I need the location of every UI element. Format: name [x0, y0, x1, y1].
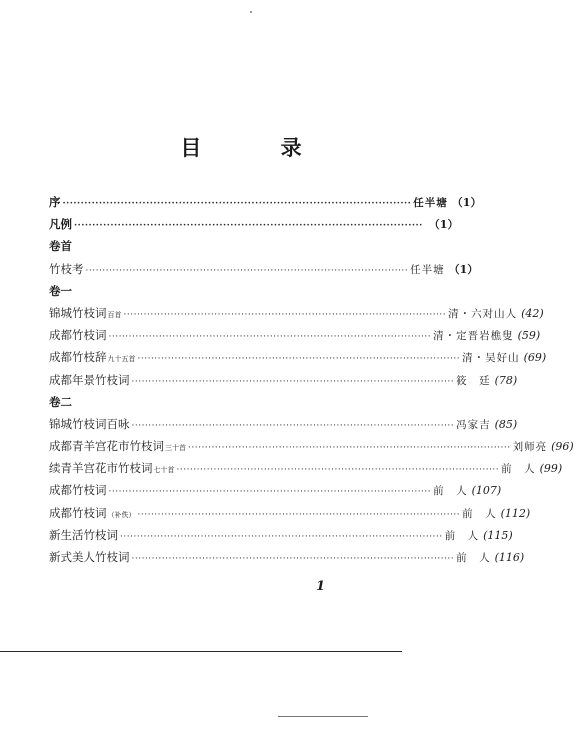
- toc-entry-page: (107): [471, 484, 502, 498]
- toc-entry: [49, 460, 563, 482]
- toc-entry: [49, 527, 513, 549]
- dot-leader: ································································································: [131, 376, 455, 387]
- toc-entry: [49, 549, 525, 571]
- scan-speck: [250, 11, 252, 13]
- toc-section-heading: [49, 283, 339, 305]
- toc-entry-author: 清・定晋岩樵叟: [433, 330, 514, 343]
- toc-entry: [49, 482, 502, 504]
- toc-entry-author: 前 人: [501, 463, 536, 476]
- toc-entry: [49, 216, 459, 238]
- toc-entry-title: 续青羊宫花市竹枝词: [49, 461, 153, 476]
- toc-entry-title: 锦城竹枝词: [49, 305, 107, 320]
- dot-leader: ································································································: [85, 265, 409, 276]
- toc-entry-author: 前 人: [456, 552, 491, 564]
- toc-entry: [49, 194, 482, 216]
- toc-entry-title: 卷首: [49, 239, 72, 254]
- dot-leader: ································································································: [120, 531, 443, 542]
- toc-entry-page: (116): [494, 551, 525, 564]
- page-number: 1: [316, 579, 326, 594]
- toc-entry-page: (115): [483, 528, 513, 542]
- toc-entry-page: (78): [494, 373, 518, 387]
- dot-leader: ································································································: [137, 354, 461, 365]
- toc-entry: [49, 416, 518, 438]
- toc-entry-title: 序: [49, 195, 61, 209]
- toc-entry-title: 成都青羊宫花市竹枝词: [49, 439, 164, 454]
- toc-entry-author: 前 人: [462, 507, 497, 520]
- toc-entry-author: 清・六对山人: [448, 307, 518, 320]
- dot-leader: ································································································: [108, 487, 432, 498]
- toc-entry-page: (69): [523, 351, 547, 365]
- toc-entry-page: (99): [539, 462, 563, 476]
- toc-entry-title: 新式美人竹枝词: [49, 550, 130, 564]
- toc-entry: [49, 327, 541, 349]
- toc-entry-page: (112): [500, 506, 531, 520]
- toc-entry-page: (59): [517, 329, 541, 343]
- toc-entry-title: 成都竹枝词: [49, 328, 107, 343]
- toc-entry-author: 前 人: [433, 485, 468, 498]
- scan-edge-line: [0, 651, 402, 652]
- dot-leader: ································································································: [123, 309, 447, 320]
- toc-entry: [49, 349, 547, 371]
- toc-entry: [49, 305, 544, 327]
- toc-entry: [49, 372, 518, 394]
- toc-entry-page: (85): [494, 417, 518, 431]
- toc-entry: [49, 261, 479, 283]
- dot-leader: ································································································: [188, 443, 511, 454]
- toc-entry-note: 三十首: [165, 444, 186, 453]
- scan-edge-line-lower: [278, 716, 368, 717]
- toc-entry-title: 凡例: [49, 217, 72, 232]
- toc-entry-author: 清・吴好山: [462, 352, 520, 365]
- toc-entry-title: 成都竹枝辞: [49, 350, 107, 365]
- toc-entry-note: 百首: [107, 310, 122, 319]
- dot-leader: ································································································: [74, 221, 423, 232]
- toc-entry-title: 成都年景竹枝词: [49, 372, 130, 387]
- toc-section-heading: [49, 238, 339, 260]
- toc-entry-title: 卷一: [49, 283, 72, 298]
- toc-entry-author: 前 人: [444, 529, 480, 542]
- toc-entry-title: 锦城竹枝词百咏: [49, 416, 130, 431]
- toc-entry-page: (96): [551, 440, 574, 454]
- toc-section-heading: [49, 394, 339, 416]
- toc-entry-title: 新生活竹枝词: [49, 527, 118, 542]
- toc-entry-page: （1）: [451, 196, 482, 209]
- toc-entry-title: 成都竹枝词: [49, 483, 107, 498]
- toc-entry-author: 筱 廷: [456, 374, 491, 387]
- toc-entry-page: (42): [521, 306, 544, 320]
- toc-entry-author: 任半塘: [410, 263, 445, 276]
- toc-entry: [49, 505, 531, 527]
- toc-entry-note: 九十五首: [107, 355, 136, 364]
- toc-entry-note: 七十首: [153, 466, 175, 475]
- toc-entry-author: 刘师亮: [512, 441, 548, 454]
- table-of-contents: [49, 194, 574, 571]
- toc-entry-author: 任半塘: [413, 197, 448, 209]
- toc-entry-page: （1）: [428, 218, 459, 232]
- toc-entry-note: （补佚）: [107, 510, 136, 519]
- toc-entry: [49, 438, 574, 460]
- dot-leader: ································································································: [137, 509, 461, 520]
- toc-entry-title: 竹枝考: [49, 261, 84, 276]
- dot-leader: ································································································: [131, 420, 455, 431]
- toc-entry-page: （1）: [448, 262, 479, 276]
- toc-entry-author: 冯家吉: [456, 418, 491, 431]
- page-title: 目 录: [180, 135, 338, 160]
- dot-leader: ································································································: [62, 199, 412, 209]
- dot-leader: ································································································: [108, 332, 432, 343]
- dot-leader: ································································································: [176, 465, 500, 476]
- toc-entry-title: 卷二: [49, 394, 72, 409]
- dot-leader: ································································································: [131, 554, 455, 564]
- toc-entry-title: 成都竹枝词: [49, 505, 107, 520]
